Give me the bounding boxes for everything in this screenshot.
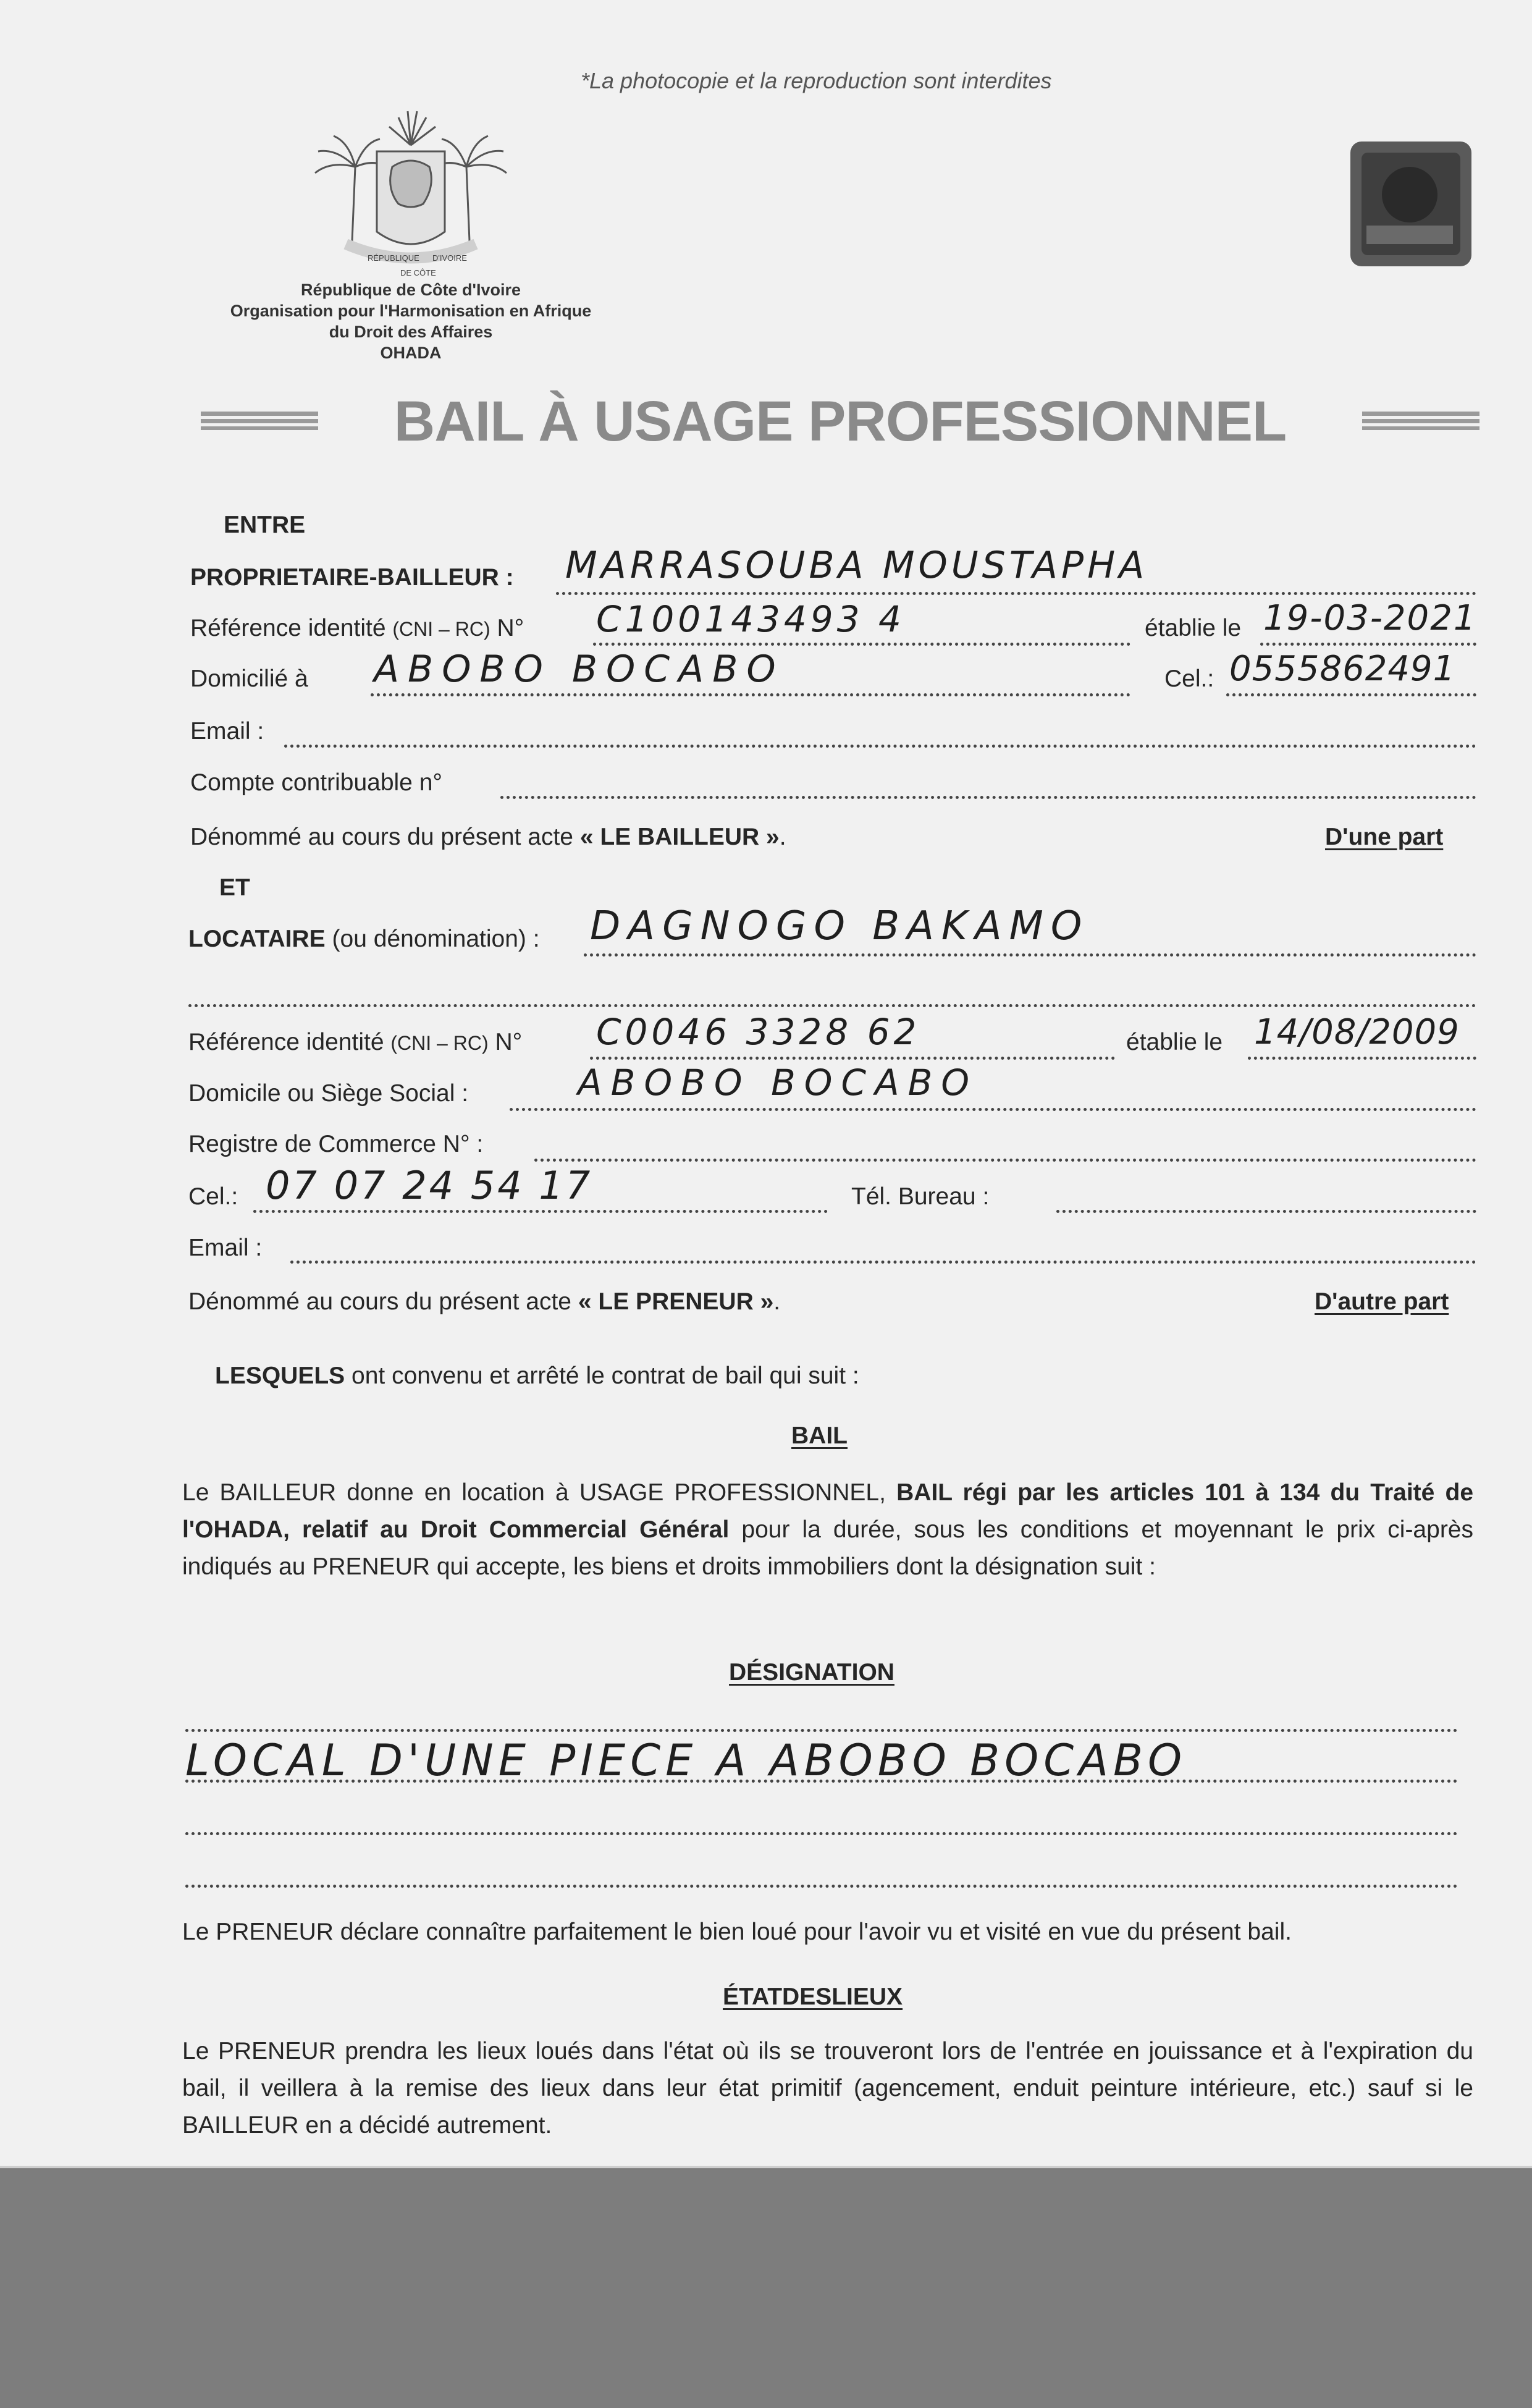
denomme-prefix: Dénommé au cours du présent acte [188, 1288, 572, 1315]
etat-heading: ÉTATDESLIEUX [723, 1983, 903, 2010]
designation-note: Le PRENEUR déclare connaître parfaitement le bien loué pour l'avoir vu et visité en vue du présent bail. [182, 1919, 1292, 1945]
part-une: D'une part [1325, 824, 1444, 850]
dotted-line [510, 1108, 1476, 1111]
domicile-label: Domicilié à [190, 665, 308, 692]
bail-text-1: Le BAILLEUR donne en location à USAGE PROFESSIONNEL, [182, 1479, 897, 1506]
preneur-denomme: Dénommé au cours du présent acte « LE PRENEUR ». [188, 1288, 781, 1315]
ivory-coast-emblem [309, 99, 513, 284]
ref-label: Référence identité [188, 1029, 384, 1055]
org-line: Organisation pour l'Harmonisation en Afrique [230, 302, 592, 320]
siege-value: ABOBO BOCABO [578, 1062, 979, 1104]
denomme-prefix: Dénommé au cours du présent acte [190, 824, 574, 850]
owner-label: PROPRIETAIRE-BAILLEUR : [190, 564, 514, 591]
org-line: du Droit des Affaires [329, 323, 493, 341]
designation-value: LOCAL D'UNE PIECE A ABOBO BOCABO [185, 1735, 1187, 1786]
etablie-value: 14/08/2009 [1254, 1012, 1460, 1052]
ref-label-row [188, 1029, 522, 1056]
etablie-label: établie le [1145, 615, 1242, 641]
dotted-line [188, 1004, 1476, 1007]
dotted-line [500, 796, 1476, 799]
copy-notice: *La photocopie et la reproduction sont interdites [581, 68, 1052, 93]
fiscal-stamp [1348, 139, 1474, 269]
dotted-line [1260, 643, 1476, 646]
dotted-line [1056, 1210, 1476, 1213]
cel-value: 07 07 24 54 17 [266, 1163, 593, 1208]
etablie-value: 19-03-2021 [1263, 598, 1477, 638]
dotted-line [371, 693, 1130, 696]
lesquels-line [215, 1362, 859, 1390]
locataire-label: LOCATAIRE [188, 926, 326, 952]
dotted-line [1248, 1057, 1476, 1060]
title-rule-left [201, 412, 318, 430]
dotted-line [284, 745, 1476, 748]
bail-text-2: BAIL régi par les articles 101 à 134 du Traité de l'OHADA, relatif au Droit Commercial Général [182, 1479, 1474, 1543]
part-autre: D'autre part [1315, 1288, 1449, 1315]
lesquels-rest: ont convenu et arrêté le contrat de bail qui suit : [345, 1362, 859, 1389]
dotted-line [584, 953, 1476, 957]
ref-label-row [190, 615, 524, 642]
ref-no: N° [495, 1029, 523, 1055]
siege-label: Domicile ou Siège Social : [188, 1080, 469, 1107]
etablie-label: établie le [1126, 1029, 1223, 1055]
tel-bureau-label: Tél. Bureau : [851, 1183, 990, 1210]
dotted-line [556, 592, 1476, 595]
emblem-right-text: D'IVOIRE [432, 253, 467, 263]
cel-label: Cel.: [188, 1183, 238, 1210]
bailleur-denomme: Dénommé au cours du présent acte « LE BAILLEUR ». [190, 824, 786, 850]
org-line: OHADA [380, 344, 442, 362]
organization-block [185, 279, 636, 363]
owner-value: MARRASOUBA MOUSTAPHA [565, 544, 1148, 587]
cel-label: Cel.: [1164, 665, 1214, 692]
dotted-line [185, 1885, 1458, 1888]
dotted-line [534, 1159, 1476, 1162]
dotted-line [590, 1057, 1115, 1060]
bail-heading: BAIL [791, 1422, 848, 1449]
email-label: Email : [188, 1235, 263, 1261]
domicile-value: ABOBO BOCABO [374, 648, 785, 691]
title-row [201, 389, 1479, 451]
dotted-line [593, 643, 1130, 646]
locataire-hint: (ou dénomination) : [332, 926, 540, 952]
lesquels-bold: LESQUELS [215, 1362, 345, 1389]
ref-hint: (CNI – RC) [392, 618, 490, 640]
dotted-line [185, 1832, 1458, 1835]
ref-value: C100143493 4 [596, 598, 905, 640]
locataire-value: DAGNOGO BAKAMO [590, 903, 1090, 949]
et-label: ET [219, 874, 250, 901]
ref-value: C0046 3328 62 [596, 1011, 920, 1053]
ref-label: Référence identité [190, 615, 386, 641]
registre-label: Registre de Commerce N° : [188, 1131, 484, 1157]
designation-heading: DÉSIGNATION [729, 1659, 894, 1686]
compte-label: Compte contribuable n° [190, 769, 442, 796]
title-rule-right [1362, 412, 1479, 430]
etat-paragraph: Le PRENEUR prendra les lieux loués dans l'état où ils se trouveront lors de l'entrée en jouissance et à l'expiration du bail, il veillera à la remise des lieux dans leur état primitif (agencement, enduit peinture intérieure, etc.) sauf si le BAILLEUR en a décidé autrement. [182, 2038, 1473, 2139]
dotted-line [185, 1729, 1458, 1732]
ref-no: N° [497, 615, 524, 641]
dotted-line [290, 1261, 1476, 1264]
ref-hint: (CNI – RC) [390, 1032, 489, 1054]
role-bailleur: « LE BAILLEUR » [579, 824, 780, 850]
bail-text-3: pour la durée, sous les conditions et moyennant le prix ci-après indiqués au PRENEUR qui accepte, les biens et droits immobiliers dont la désignation suit : [182, 1516, 1473, 1580]
document-title: BAIL À USAGE PROFESSIONNEL [394, 390, 1287, 453]
org-line: République de Côte d'Ivoire [301, 281, 521, 299]
dotted-line [1226, 693, 1476, 696]
entre-label: ENTRE [224, 512, 306, 538]
email-label: Email : [190, 718, 264, 745]
locataire-row [188, 926, 540, 953]
role-preneur: « LE PRENEUR » [578, 1288, 774, 1315]
bail-paragraph [182, 1474, 1473, 1586]
emblem-left-text: RÉPUBLIQUE [368, 253, 419, 263]
dotted-line [253, 1210, 828, 1213]
emblem-center-text: DE CÔTE [400, 268, 436, 277]
cel-value: 0555862491 [1229, 649, 1456, 689]
